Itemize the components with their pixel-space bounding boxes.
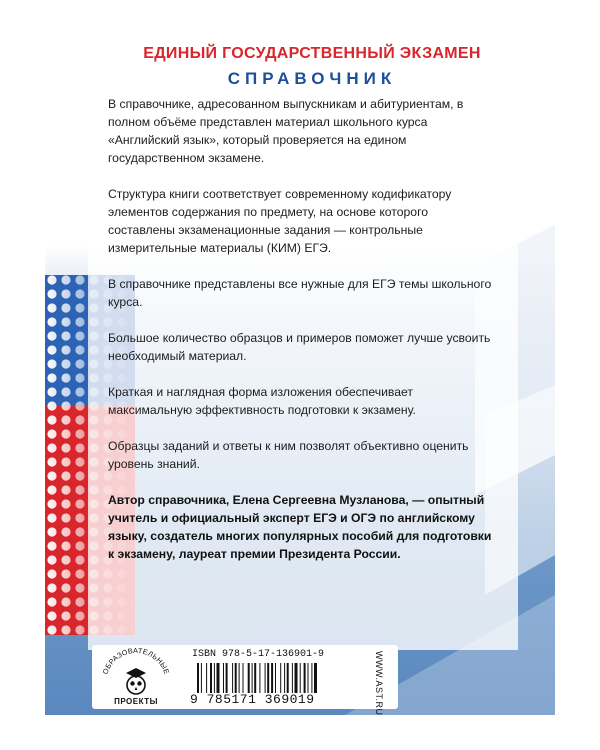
description-paragraph: В справочнике, адресованном выпускникам и абитуриентам, в полном объёме представлен материал школьного курса «Английский язык», который проверяется на едином государственном экзамене. xyxy=(108,97,464,165)
owl-icon xyxy=(126,668,146,694)
barcode-bar xyxy=(239,663,240,693)
book-back-cover xyxy=(45,35,555,715)
barcode-bar xyxy=(214,663,215,693)
barcode-bar xyxy=(292,663,293,693)
description-paragraph: Большое количество образцов и примеров поможет лучше усвоить необходимый материал. xyxy=(108,331,491,363)
barcode-bar xyxy=(308,663,309,693)
barcode-bar xyxy=(265,663,266,693)
barcode-bar xyxy=(314,663,317,693)
description-paragraph: Структура книги соответствует современному кодификатору элементов содержания по предмету, на основе которого составлены экзаменационные задания — контрольные измерительные материалы (КИМ) ЕГЭ. xyxy=(108,187,452,255)
logo-text-bottom: ПРОЕКТЫ xyxy=(114,697,158,706)
barcode-bar xyxy=(300,663,301,693)
barcode-bar xyxy=(280,663,281,693)
barcode-bar xyxy=(248,663,250,693)
barcode-bar xyxy=(295,663,298,693)
book-type-title: СПРАВОЧНИК xyxy=(227,69,397,88)
barcode-bar xyxy=(284,663,285,693)
barcode-bar xyxy=(271,663,273,693)
barcode-bar xyxy=(275,663,276,693)
description-paragraph: Образцы заданий и ответы к ним позволят объективно оценить уровень знаний. xyxy=(108,439,469,471)
barcode-bar xyxy=(267,663,269,693)
barcode-number: 9 785171 369019 xyxy=(190,692,315,707)
publisher-info-box xyxy=(92,645,398,715)
barcode xyxy=(195,663,355,693)
barcode-bar xyxy=(210,663,212,693)
exam-title: ЕДИНЫЙ ГОСУДАРСТВЕННЫЙ ЭКЗАМЕН xyxy=(143,45,481,62)
publisher-url: WWW.AST.RU xyxy=(374,651,384,715)
author-bio: Автор справочника, Елена Сергеевна Музланова, — опытный учитель и официальный эксперт ЕГЭ и ОГЭ по английскому языку, создатель многих популярных пособий для подготовки к экзамену, лауреат премии Президента России. xyxy=(108,493,492,561)
description-panel xyxy=(88,95,518,650)
barcode-bar xyxy=(206,663,207,693)
barcode-bar xyxy=(311,663,312,693)
barcode-bar xyxy=(254,663,256,693)
barcode-bar xyxy=(223,663,224,693)
barcode-bar xyxy=(252,663,253,693)
barcode-bar xyxy=(201,663,202,693)
description-paragraph: В справочнике представлены все нужные для ЕГЭ темы школьного курса. xyxy=(108,277,492,309)
barcode-bar xyxy=(243,663,244,693)
publisher-logo xyxy=(96,647,176,707)
barcode-bar xyxy=(235,663,237,693)
isbn-label: ISBN 978-5-17-136901-9 xyxy=(192,649,325,660)
barcode-bar xyxy=(232,663,233,693)
logo-text-top: ОБРАЗОВАТЕЛЬНЫЕ xyxy=(100,647,172,676)
barcode-bar xyxy=(217,663,220,693)
cover-header xyxy=(92,45,532,89)
barcode-bar xyxy=(304,663,306,693)
barcode-bar xyxy=(197,663,199,693)
barcode-bar xyxy=(226,663,228,693)
description-paragraph: Краткая и наглядная форма изложения обеспечивает максимальную эффективность подготовки к экзамену. xyxy=(108,385,416,417)
barcode-bar xyxy=(287,663,289,693)
barcode-bar xyxy=(259,663,260,693)
